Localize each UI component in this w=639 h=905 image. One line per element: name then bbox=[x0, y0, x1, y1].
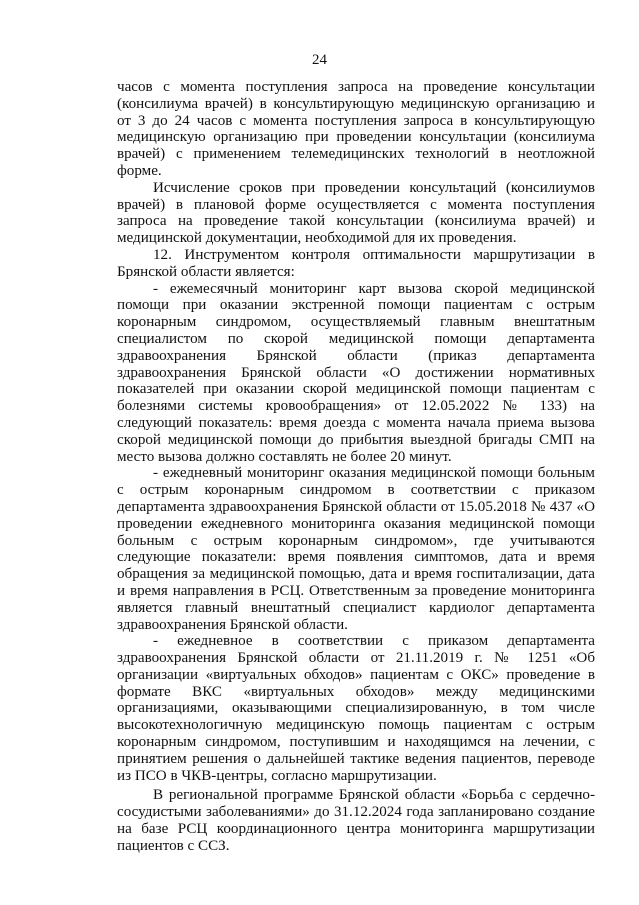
paragraph-regional-program: В региональной программе Брянской области «Борьба с сердечно-сосудистыми заболеваниями» до 31.12.2024 года запланировано создание на базе РСЦ координационного центра мониторинга маршрутизации пациентов с ССЗ. bbox=[117, 787, 595, 854]
paragraph-ambulance-monitoring: - ежемесячный мониторинг карт вызова скорой медицинской помощи при оказании экстренной помощи пациентам с острым коронарным синдромом, осуществляемый главным внештатным специалистом по скорой медицинской помощи департамента здравоохранения Брянской области (приказ департамента здравоохранения Брянской области «О достижении нормативных показателей при оказании скорой медицинской помощи пациентам с болезнями системы кровообращения» от 12.05.2022 № 133) на следующий показатель: время доезда с момента начала приема вызова скорой медицинской помощи до прибытия выездной бригады СМП на место вызова должно составлять не более 20 минут. bbox=[117, 280, 595, 465]
paragraph-item-12: 12. Инструментом контроля оптимальности маршрутизации в Брянской области является: bbox=[117, 246, 595, 280]
paragraph-acs-monitoring: - ежедневный мониторинг оказания медицинской помощи больным с острым коронарным синдромом в соответствии с приказом департамента здравоохранения Брянской области от 15.05.2018 № 437 «О проведении ежедневного мониторинга оказания медицинской помощи больным с острым коронарным синдромом», где учитываются следующие показатели: время появления симптомов, дата и время обращения за медицинской помощью, дата и время госпитализации, дата и время направления в РСЦ. Ответственным за проведение мониторинга является главный внештатный специалист кардиолог департамента здравоохранения Брянской области. bbox=[117, 465, 595, 633]
paragraph-virtual-rounds: - ежедневное в соответствии с приказом департамента здравоохранения Брянской области от 21.11.2019 г. № 1251 «Об организации «виртуальных обходов» пациентам с ОКС» проведение в формате ВКС «виртуальных обходов» между медицинскими организациями, оказывающими специализированную, в том числе высокотехнологичную медицинскую помощь пациентам с острым коронарным синдромом, поступившим и находящимся на лечении, с принятием решения о дальнейшей тактике ведения пациентов, переводе из ПСО в ЧКВ-центры, согласно маршрутизации. bbox=[117, 633, 595, 784]
page-number: 24 bbox=[312, 52, 327, 68]
paragraph-continuation: часов с момента поступления запроса на проведение консультации (консилиума врачей) в консультирующую медицинскую организацию и от 3 до 24 часов с момента поступления запроса в консультирующую медицинскую организацию при проведении консультации (консилиума врачей) с применением телемедицинских технологий в неотложной форме. bbox=[117, 79, 595, 179]
document-body bbox=[117, 79, 595, 855]
paragraph-consultation-terms: Исчисление сроков при проведении консультаций (консилиумов врачей) в плановой форме осуществляется с момента поступления запроса на проведение такой консультации (консилиума врачей) и медицинской документации, необходимой для их проведения. bbox=[117, 179, 595, 247]
